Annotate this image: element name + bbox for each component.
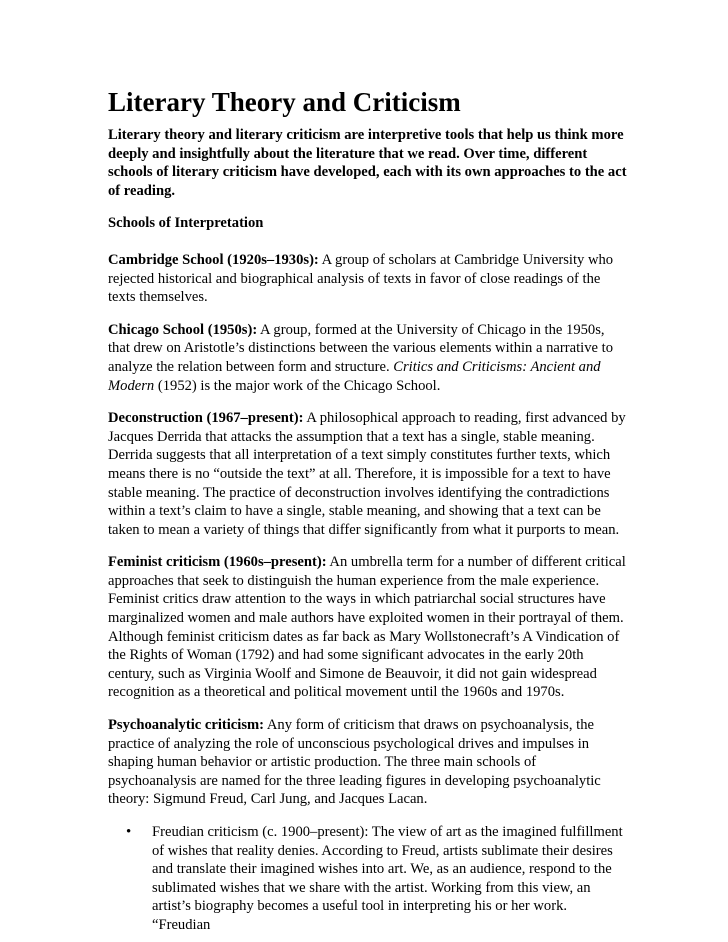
school-term: Chicago School (1950s): bbox=[108, 321, 258, 338]
book-title: Critics and Criticisms: Ancient and Modern bbox=[108, 358, 601, 394]
intro-paragraph: Literary theory and literary criticism are interpretive tools that help us think more deeply and insightfully about the literature that we read. Over time, different schools of literary criticism have developed, each with its own approaches to the act of reading. bbox=[108, 127, 627, 199]
school-chicago bbox=[108, 321, 628, 395]
school-text: A philosophical approach to reading, first advanced by Jacques Derrida that attacks the assumption that a text has a single, stable meaning. Derrida suggests that all interpretation of a text simply constitutes further texts, which means there is no “outside the text” at all. Therefore, it is impossible for a text to have stable meaning. The practice of deconstruction involves identifying the contradictions within a text’s claim to have a single, stable meaning, and showing that a text can be taken to mean a variety of things that differ significantly from what it purports to mean. bbox=[108, 410, 626, 538]
school-text: A group, formed at the University of Chicago in the 1950s, that drew on Aristotle’s distinctions between the various elements within a narrative to analyze the relation between form and structure. bbox=[108, 321, 613, 375]
psychoanalytic-list bbox=[108, 823, 628, 935]
school-term: Psychoanalytic criticism: bbox=[108, 717, 265, 734]
school-term: Deconstruction (1967–present): bbox=[108, 410, 304, 427]
school-text-continued: (1952) is the major work of the Chicago School. bbox=[154, 377, 441, 394]
section-heading: Schools of Interpretation bbox=[108, 215, 264, 232]
school-deconstruction bbox=[108, 409, 628, 539]
school-text: An umbrella term for a number of different critical approaches that seek to distinguish the human experience from the male experience. Feminist critics draw attention to the ways in which patriarchal social structures have marginalized women and male authors have exploited women in their portrayal of them. Although feminist criticism dates as far back as Mary Wollstonecraft’s A Vindication of the Rights of Woman (1792) and had some significant advocates in the early 20th century, such as Virginia Woolf and Simone de Beauvoir, it did not gain widespread recognition as a theoretical and political movement until the 1960s and 1970s. bbox=[108, 554, 626, 701]
list-item: • Freudian criticism (c. 1900–present): The view of art as the imagined fulfillment of wishes that reality denies. According to Freud, artists sublimate their desires and translate their imagined wishes into art. We, as an audience, respond to the sublimated wishes that we share with the artist. Working from this view, an artist’s biography becomes a useful tool in interpreting his or her work. “Freudian bbox=[152, 823, 628, 935]
school-feminist bbox=[108, 553, 628, 702]
school-term: Cambridge School (1920s–1930s): bbox=[108, 251, 319, 268]
document-page bbox=[108, 86, 628, 935]
page-title: Literary Theory and Criticism bbox=[108, 87, 461, 117]
school-term: Feminist criticism (1960s–present): bbox=[108, 554, 327, 571]
school-text: Any form of criticism that draws on psychoanalysis, the practice of analyzing the role of unconscious psychological drives and impulses in shaping human behavior or artistic production. The three main schools of psychoanalysis are named for the three leading figures in developing psychoanalytic theory: Sigmund Freud, Carl Jung, and Jacques Lacan. bbox=[108, 717, 601, 808]
school-cambridge bbox=[108, 251, 628, 307]
school-text: A group of scholars at Cambridge University who rejected historical and biographical analysis of texts in favor of close readings of the texts themselves. bbox=[108, 251, 614, 306]
school-psychoanalytic bbox=[108, 716, 628, 809]
